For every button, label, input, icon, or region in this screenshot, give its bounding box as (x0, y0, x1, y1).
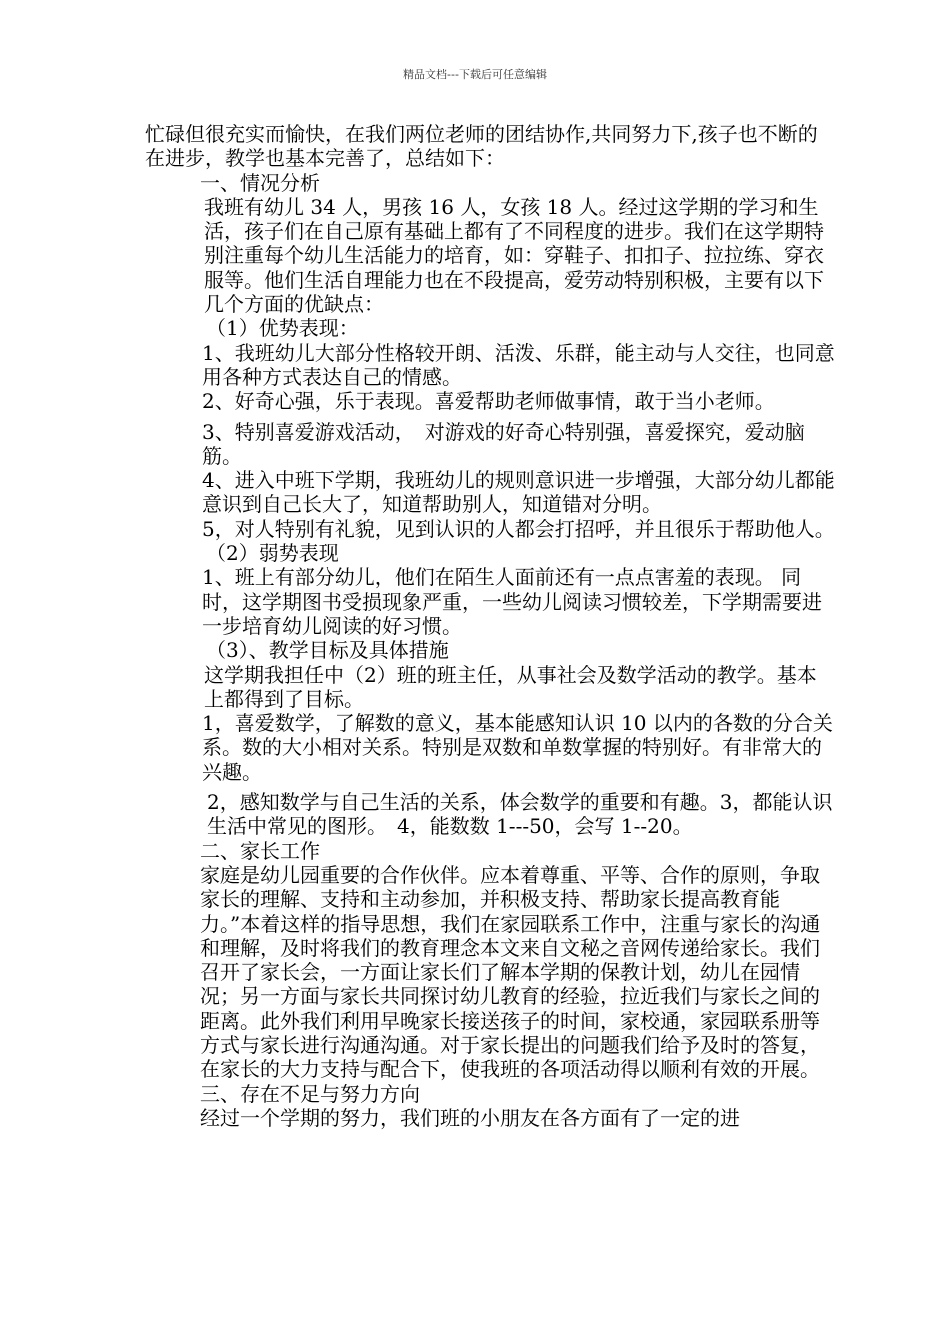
list-item-strength-3: 3、特别喜爱游戏活动， 对游戏的好奇心特别强，喜爱探究，爱动脑筋。 (202, 419, 805, 468)
list-item-goal-2: 2，感知数学与自己生活的关系，体会数学的重要和有趣。3，都能认识生活中常见的图形。 4，能数数 1---50，会写 1--20。 (207, 790, 833, 839)
list-item-strength-1: 1、我班幼儿大部分性格较开朗、活泼、乐群，能主动与人交往，也同意用各种方式表达自己的情感。 (202, 340, 835, 389)
document-body (145, 122, 835, 1130)
list-item-strength-2: 2、好奇心强，乐于表现。喜爱帮助老师做事情，敢于当小老师。 (202, 389, 775, 414)
list-item-strength-4: 4、进入中班下学期，我班幼儿的规则意识进一步增强，大部分幼儿都能意识到自己长大了，知道帮助别人，知道错对分明。 (202, 468, 835, 517)
list-item-goal-1: 1，喜爱数学，了解数的意义，基本能感知认识 10 以内的各数的分合关系。数的大小相对关系。特别是双数和单数掌握的特别好。有非常大的兴趣。 (202, 711, 833, 784)
list-item-strength-5: 5，对人特别有礼貌，见到认识的人都会打招呼，并且很乐于帮助他人。 (202, 516, 835, 541)
paragraph-parents: 家庭是幼儿园重要的合作伙伴。应本着尊重、平等、合作的原则，争取家长的理解、支持和主动参加，并积极支持、帮助家长提高教育能力。”本着这样的指导思想，我们在家园联系工作中，注重与家长的沟通和理解，及时将我们的教育理念本文来自文秘之音网传递给家长。我们召开了家长会，一方面让家长们了解本学期的保教计划，幼儿在园情况；另一方面与家长共同探讨幼儿教育的经验，拉近我们与家长之间的距离。此外我们利用早晚家长接送孩子的时间，家校通，家园联系册等方式与家长进行沟通沟通。对于家长提出的问题我们给予及时的答复，在家长的大力支持与配合下，使我班的各项活动得以顺利有效的开展。 (200, 862, 821, 1082)
subheading-strengths: （1）优势表现： (206, 316, 359, 341)
paragraph-shortcomings: 经过一个学期的努力，我们班的小朋友在各方面有了一定的进 (200, 1105, 740, 1130)
subheading-teaching-goals: （3）、教学目标及具体措施 (206, 638, 449, 663)
page-header: 精品文档---下载后可任意编辑 (403, 68, 547, 81)
paragraph-teaching: 这学期我担任中（2）班的班主任，从事社会及数学活动的教学。基本上都得到了目标。 (204, 662, 817, 711)
paragraph-situation: 我班有幼儿 34 人，男孩 16 人，女孩 18 人。经过这学期的学习和生活，孩子们在自己原有基础上都有了不同程度的进步。我们在这学期特别注重每个幼儿生活能力的培育，如：穿鞋子、扣扣子、拉拉练、穿衣服等。他们生活自理能力也在不段提高，爱劳动特别积极，主要有以下几个方面的优缺点： (204, 194, 824, 317)
paragraph-intro: 忙碌但很充实而愉快，在我们两位老师的团结协作,共同努力下,孩子也不断的在进步，教学也基本完善了，总结如下： (145, 122, 818, 171)
subheading-weaknesses: （2）弱势表现 (206, 541, 339, 566)
section-heading-parents: 二、家长工作 (200, 838, 320, 863)
list-item-weakness-1: 1、班上有部分幼儿，他们在陌生人面前还有一点点害羞的表现。 同时，这学期图书受损现象严重，一些幼儿阅读习惯较差，下学期需要进一步培育幼儿阅读的好习惯。 (202, 565, 822, 638)
section-heading-situation: 一、情况分析 (200, 170, 320, 195)
section-heading-shortcomings: 三、存在不足与努力方向 (200, 1081, 420, 1106)
